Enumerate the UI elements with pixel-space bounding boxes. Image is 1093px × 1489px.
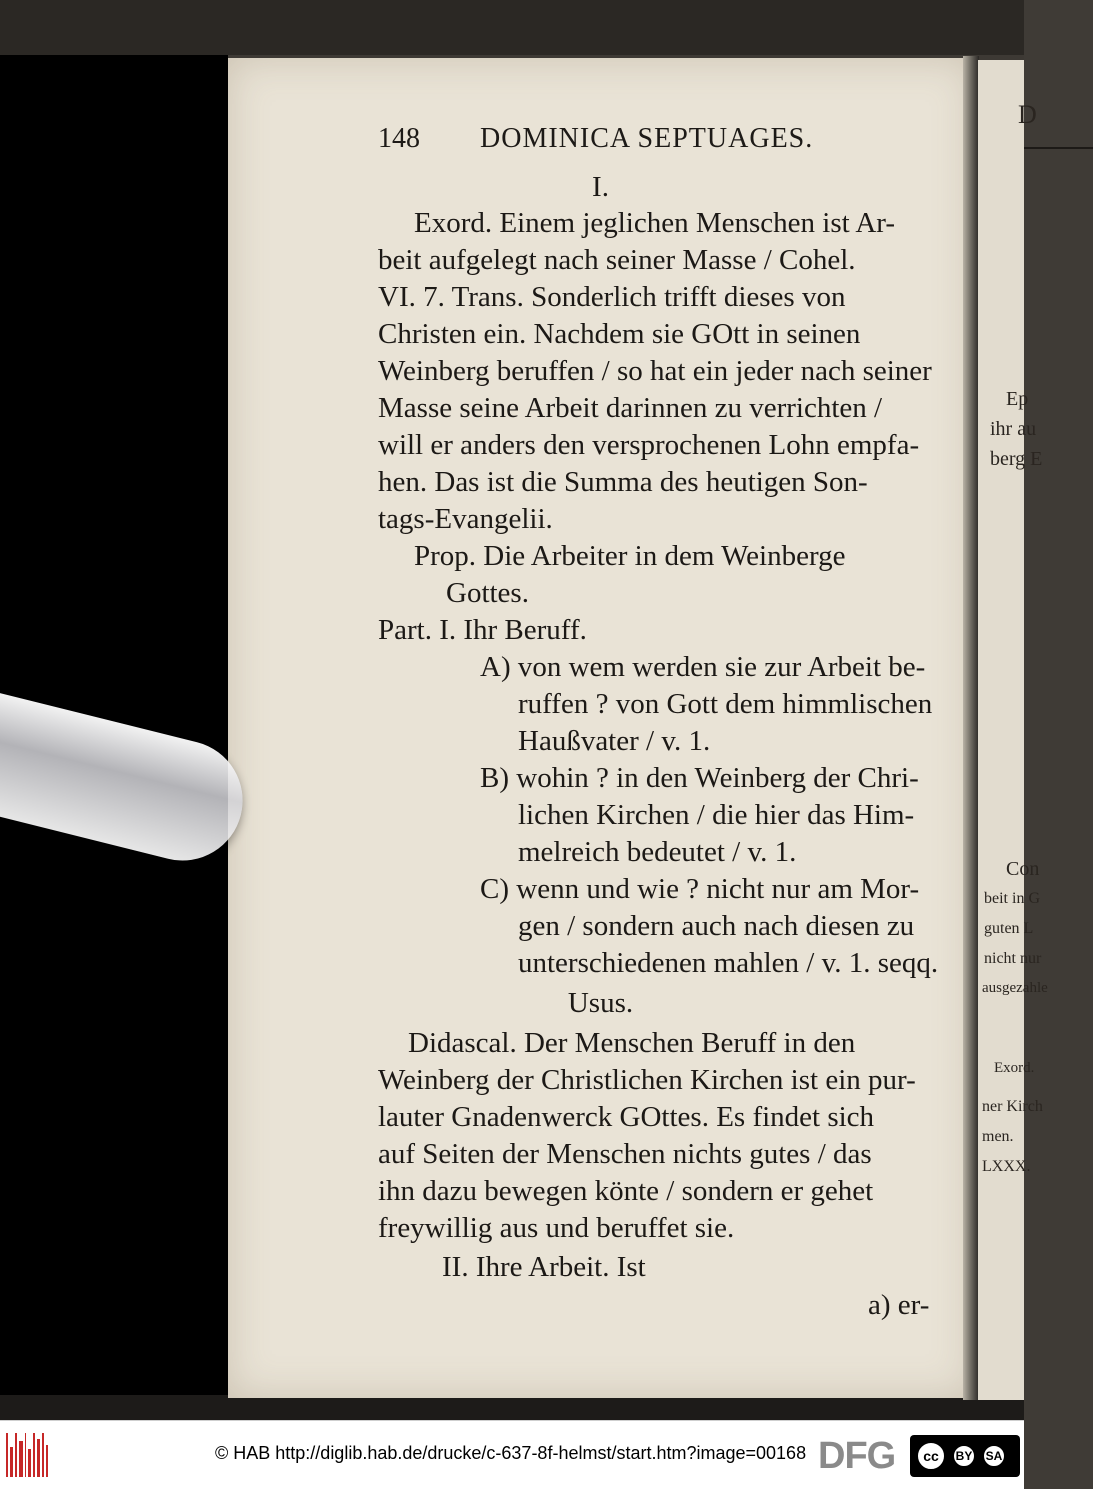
- by-attribution-icon: BY: [952, 1444, 976, 1468]
- page-number: 148: [378, 123, 420, 154]
- text-line: Masse seine Arbeit darinnen zu verrichten /: [378, 392, 883, 424]
- section-heading: Usus.: [567, 987, 634, 1019]
- text-line: Part. I. Ihr Beruff.: [378, 614, 587, 646]
- footer-attribution: © HAB http://diglib.hab.de/drucke/c-637-8f-helmst/start.htm?image=00168: [215, 1443, 807, 1463]
- footer-bar: [0, 1420, 1024, 1489]
- next-page-fragment: D: [1018, 100, 1037, 129]
- text-line: gen / sondern auch nach diesen zu: [518, 910, 915, 942]
- next-page-fragment: LXXX.: [982, 1158, 1031, 1175]
- text-line: ihn dazu bewegen könte / sondern er gehet: [378, 1175, 874, 1207]
- text-line: Weinberg der Christlichen Kirchen ist ein pur-: [378, 1064, 916, 1096]
- book-page: [228, 58, 973, 1398]
- text-line: II. Ihre Arbeit. Ist: [442, 1251, 646, 1283]
- next-page-fragment: beit in G: [984, 890, 1040, 907]
- text-line: A) von wem werden sie zur Arbeit be-: [480, 651, 926, 683]
- catchword: a) er-: [868, 1289, 930, 1321]
- text-line: tags-Evangelii.: [378, 503, 553, 535]
- dfg-logo: DFG: [818, 1435, 896, 1477]
- next-page-fragment: Exord.: [994, 1060, 1035, 1076]
- scan-background-bottom: [0, 1395, 1024, 1420]
- text-line: melreich bedeutet / v. 1.: [518, 836, 797, 868]
- next-page-fragment: Con: [1006, 858, 1040, 880]
- next-page-fragment: guten L: [984, 920, 1034, 937]
- cc-icon: cc: [916, 1441, 946, 1471]
- text-line: Didascal. Der Menschen Beruff in den: [408, 1027, 856, 1059]
- text-line: Gottes.: [446, 577, 529, 609]
- share-alike-icon: SA: [982, 1444, 1006, 1468]
- text-line: freywillig aus und beruffet sie.: [378, 1212, 735, 1244]
- barcode-icon: [6, 1433, 48, 1477]
- text-line: lauter Gnadenwerck GOttes. Es findet sich: [378, 1101, 875, 1133]
- text-line: C) wenn und wie ? nicht nur am Mor-: [480, 873, 920, 905]
- text-line: lichen Kirchen / die hier das Him-: [518, 799, 915, 831]
- text-line: beit aufgelegt nach seiner Masse / Cohel.: [378, 244, 856, 276]
- book-gutter: [963, 56, 979, 1400]
- text-line: Exord. Einem jeglichen Menschen ist Ar-: [414, 207, 896, 239]
- text-line: auf Seiten der Menschen nichts gutes / das: [378, 1138, 872, 1170]
- text-line: will er anders den versprochenen Lohn empfa-: [378, 429, 920, 461]
- next-page-fragment: nicht nur: [984, 950, 1042, 967]
- text-line: ruffen ? von Gott dem himmlischen: [518, 688, 933, 720]
- next-page-fragment: men.: [982, 1128, 1014, 1145]
- cc-license-badge[interactable]: [910, 1435, 1020, 1477]
- text-line: Christen ein. Nachdem sie GOtt in seinen: [378, 318, 861, 350]
- next-page-fragment: Ep: [1006, 388, 1029, 410]
- running-title: DOMINICA SEPTUAGES.: [480, 123, 814, 154]
- text-line: Prop. Die Arbeiter in dem Weinberge: [414, 540, 846, 572]
- next-page-fragment: ihr au: [990, 418, 1037, 440]
- text-line: Weinberg beruffen / so hat ein jeder nach seiner: [378, 355, 932, 387]
- text-line: Haußvater / v. 1.: [518, 725, 711, 757]
- text-line: VI. 7. Trans. Sonderlich trifft dieses von: [378, 281, 846, 313]
- text-line: hen. Das ist die Summa des heutigen Son-: [378, 466, 868, 498]
- section-numeral: I.: [592, 171, 609, 203]
- scan-background-top: [0, 0, 1024, 55]
- next-page-fragment: berg E: [990, 448, 1043, 470]
- next-page-fragment: ner Kirch: [982, 1098, 1043, 1115]
- text-line: B) wohin ? in den Weinberg der Chri-: [480, 762, 919, 794]
- next-page-fragment: ausgezahle: [982, 980, 1048, 996]
- next-page-edge: [978, 60, 1048, 1400]
- text-line: unterschiedenen mahlen / v. 1. seqq.: [518, 947, 939, 979]
- page-header: [378, 123, 948, 163]
